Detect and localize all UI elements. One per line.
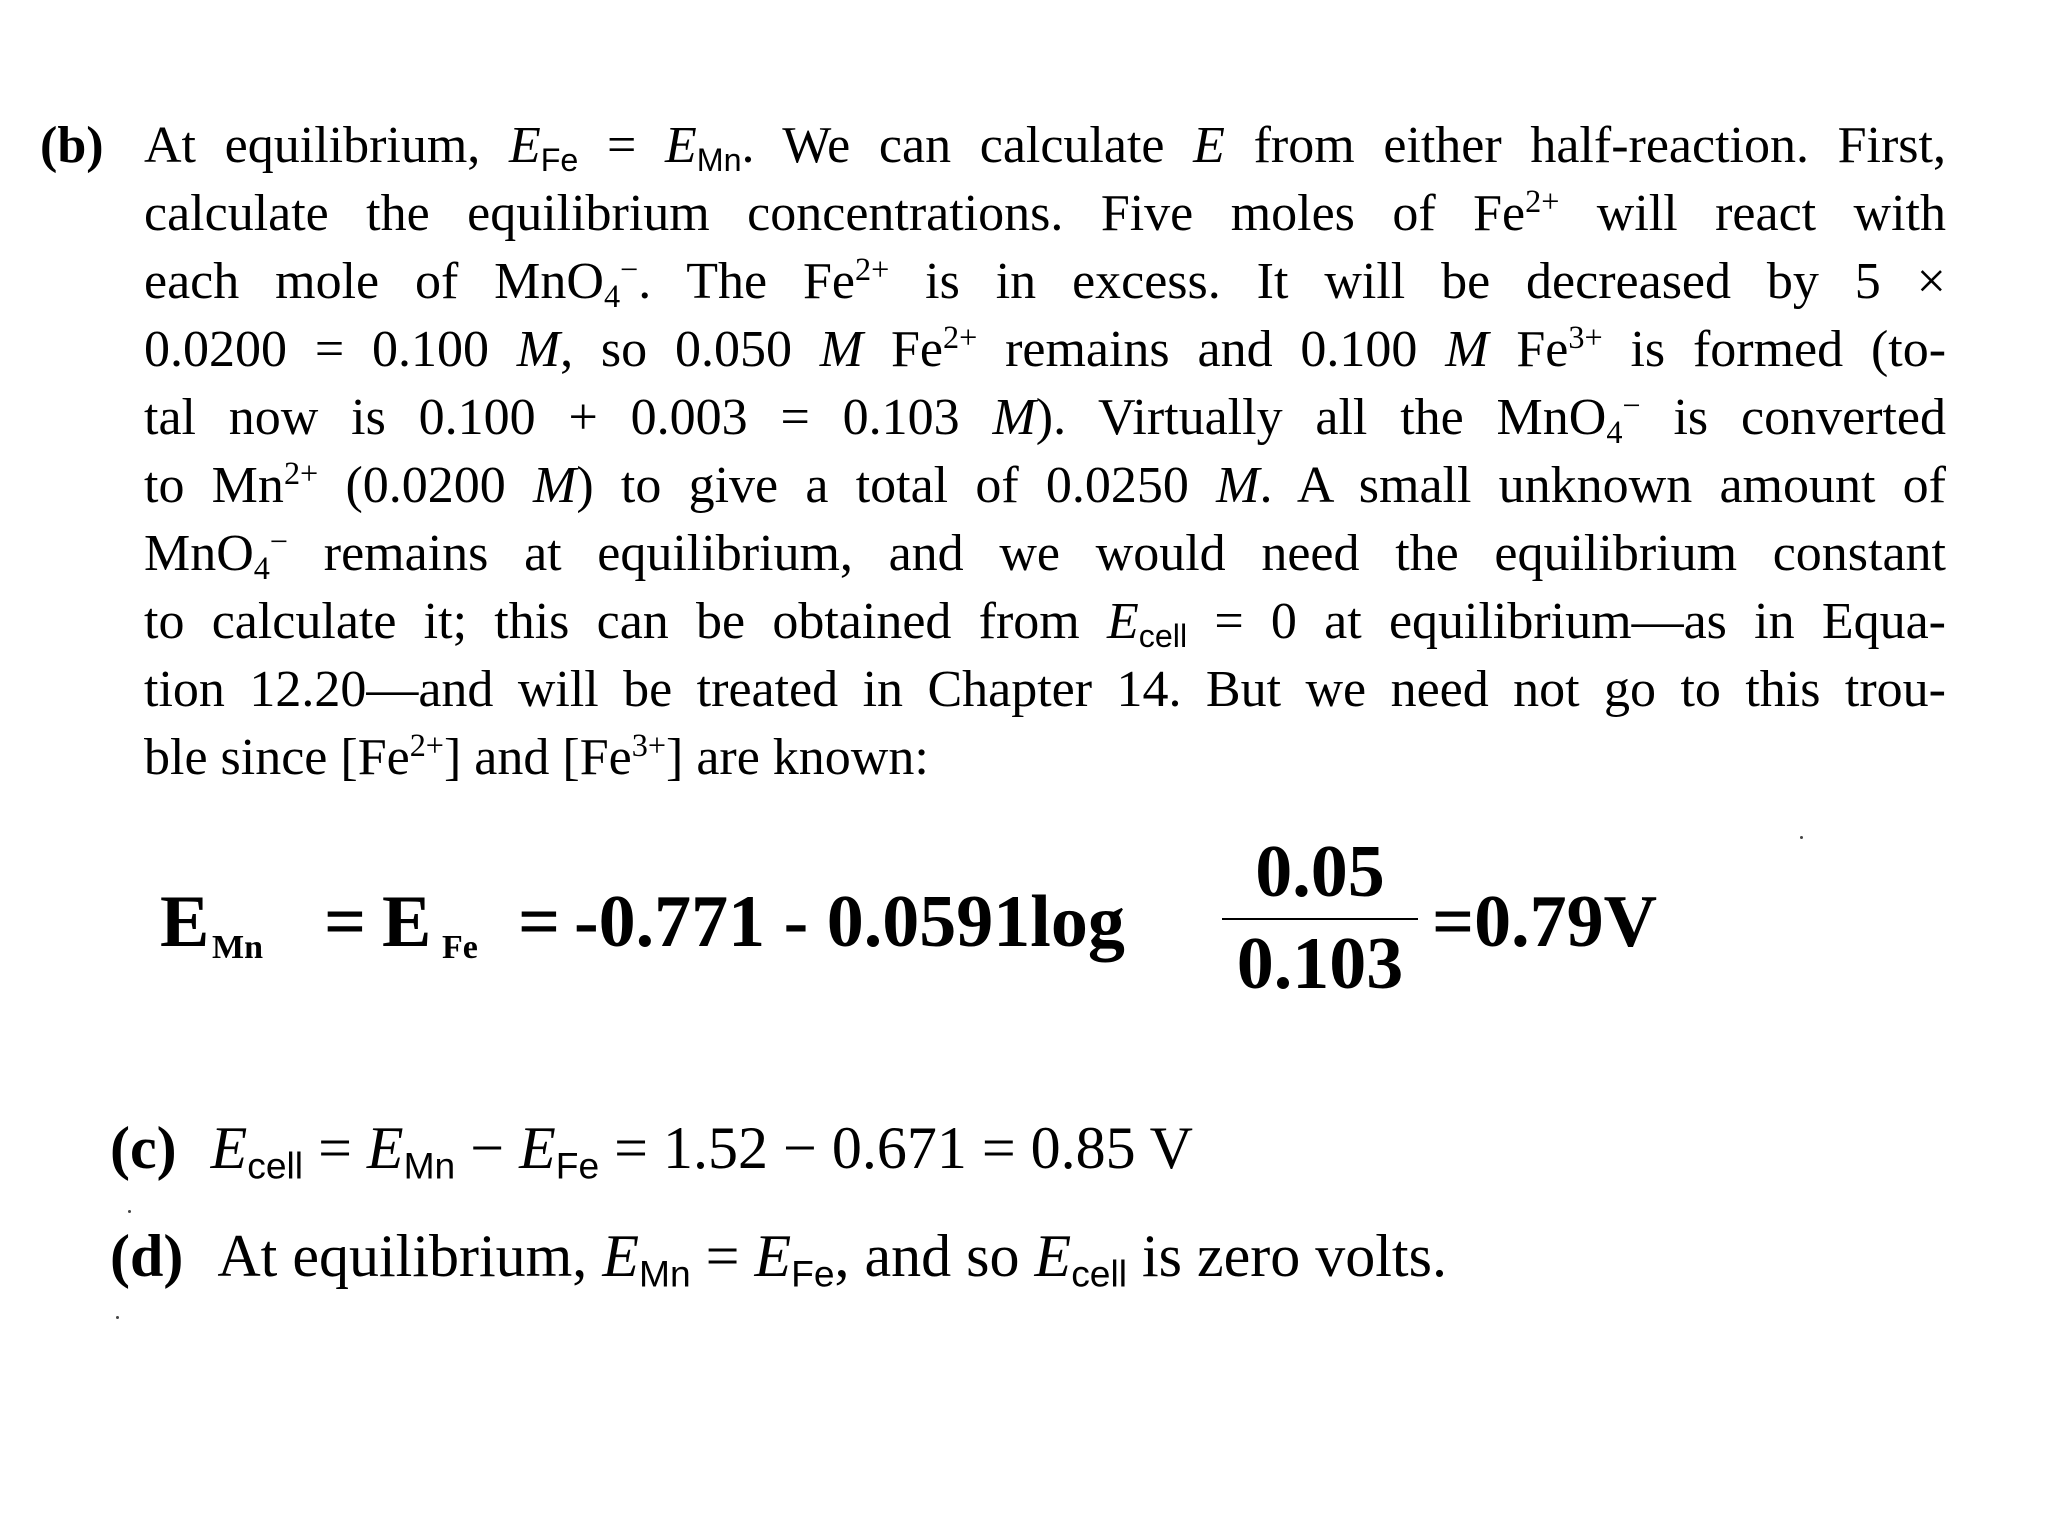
part-b-label: (b) bbox=[40, 117, 104, 174]
text-run: ] are known: bbox=[666, 729, 929, 786]
eq-lhs-sub: Mn bbox=[212, 929, 263, 966]
eq-lhs-symbol: E bbox=[160, 881, 210, 963]
subscript: cell bbox=[1138, 618, 1188, 655]
italic-symbol: M bbox=[992, 389, 1036, 446]
eq-denominator: 0.103 bbox=[1236, 923, 1404, 1005]
part-c-e-fe: E bbox=[519, 1115, 556, 1181]
text-run: tal now is 0.100 + 0.003 = 0.103 bbox=[144, 389, 993, 446]
text-run: ). Virtually all the MnO bbox=[1035, 389, 1607, 446]
text-run: is formed (to- bbox=[1602, 321, 1947, 378]
text-run: from either half-reaction. First, bbox=[1224, 117, 1946, 174]
italic-symbol: M bbox=[1445, 321, 1489, 378]
italic-symbol: E bbox=[1106, 593, 1139, 650]
italic-symbol: M bbox=[533, 457, 577, 514]
part-d-sub-cell: cell bbox=[1071, 1252, 1127, 1295]
part-b-line bbox=[144, 452, 1946, 520]
text-run: . A small unknown amount of bbox=[1259, 457, 1946, 514]
eq-mid-sub: Fe bbox=[442, 929, 478, 966]
text-run: 0.0200 = 0.100 bbox=[144, 321, 517, 378]
superscript: 2+ bbox=[854, 251, 890, 288]
subscript: 4 bbox=[253, 550, 270, 587]
eq-equals-1: = bbox=[324, 881, 367, 963]
part-b-line bbox=[144, 180, 1946, 248]
superscript: − bbox=[269, 523, 289, 560]
part-d-sub-fe: Fe bbox=[791, 1252, 835, 1295]
subscript: Mn bbox=[696, 142, 742, 179]
scan-speck bbox=[116, 1316, 119, 1319]
part-b-line bbox=[144, 112, 1946, 180]
text-run: ] and [Fe bbox=[443, 729, 632, 786]
eq-equals-2: = bbox=[518, 881, 561, 963]
superscript: 3+ bbox=[1568, 319, 1603, 356]
text-run: to Mn bbox=[144, 457, 284, 514]
part-c-label: (c) bbox=[110, 1115, 177, 1181]
eq-numerator: 0.05 bbox=[1255, 831, 1385, 913]
part-d-eq: = bbox=[690, 1223, 755, 1289]
part-c-e-mn: E bbox=[366, 1115, 404, 1181]
subscript: 4 bbox=[1606, 414, 1623, 451]
part-b-line bbox=[144, 656, 1946, 724]
part-d-text3: is zero volts. bbox=[1127, 1223, 1447, 1289]
text-run: . We can calculate bbox=[741, 117, 1194, 174]
part-c-rhs: = 1.52 − 0.671 = 0.85 V bbox=[599, 1115, 1193, 1181]
superscript: 2+ bbox=[409, 727, 444, 764]
text-run: . The Fe bbox=[638, 253, 855, 310]
text-run: is in excess. It will be decreased by 5 × bbox=[889, 253, 1946, 310]
part-b-line bbox=[144, 384, 1946, 452]
text-run: to calculate it; this can be obtained from bbox=[144, 593, 1107, 650]
part-c-sub-cell: cell bbox=[247, 1144, 304, 1187]
text-run: remains at equilibrium, and we would need the equilibrium constant bbox=[288, 525, 1946, 582]
eq-result: =0.79V bbox=[1432, 881, 1658, 963]
italic-symbol: E bbox=[1193, 117, 1225, 174]
part-b-line bbox=[144, 520, 1946, 588]
part-b-line bbox=[144, 724, 1946, 792]
part-d-e-cell: E bbox=[1034, 1223, 1072, 1289]
part-c bbox=[110, 1112, 1193, 1187]
italic-symbol: E bbox=[665, 117, 697, 174]
part-c-minus: − bbox=[455, 1115, 520, 1181]
subscript: 4 bbox=[603, 278, 621, 315]
part-b-line bbox=[144, 316, 1946, 384]
text-run: (0.0200 bbox=[318, 457, 534, 514]
part-b-line bbox=[144, 248, 1946, 316]
superscript: − bbox=[620, 251, 639, 288]
part-b bbox=[40, 112, 1970, 792]
part-b-line bbox=[144, 588, 1946, 656]
italic-symbol: M bbox=[819, 321, 864, 378]
part-c-sub-mn: Mn bbox=[403, 1144, 456, 1187]
scan-speck bbox=[1800, 836, 1803, 839]
superscript: 2+ bbox=[1525, 183, 1560, 220]
part-c-sub-fe: Fe bbox=[555, 1144, 600, 1187]
italic-symbol: E bbox=[508, 117, 541, 174]
part-d-sub-mn: Mn bbox=[638, 1252, 691, 1295]
text-run: MnO bbox=[144, 525, 254, 582]
text-run: ) to give a total of 0.0250 bbox=[576, 457, 1217, 514]
subscript: Fe bbox=[540, 142, 579, 179]
part-d-e-mn: E bbox=[602, 1223, 639, 1289]
text-run: Fe bbox=[1488, 321, 1569, 378]
text-run: will react with bbox=[1559, 185, 1946, 242]
eq-mid-symbol: E bbox=[382, 881, 432, 963]
part-b-paragraph bbox=[144, 112, 1946, 792]
superscript: − bbox=[1622, 387, 1641, 424]
text-run: remains and 0.100 bbox=[977, 321, 1446, 378]
part-c-eq: = bbox=[303, 1115, 367, 1181]
scan-speck bbox=[128, 1210, 131, 1213]
text-run: tion 12.20—and will be treated in Chapter 14. But we need not go to this trou- bbox=[144, 661, 1946, 718]
text-run: At equilibrium, bbox=[144, 117, 509, 174]
part-d bbox=[110, 1220, 1447, 1295]
text-run: is converted bbox=[1640, 389, 1946, 446]
superscript: 3+ bbox=[631, 727, 666, 764]
text-run: Fe bbox=[863, 321, 943, 378]
text-run: = bbox=[578, 117, 665, 174]
part-d-text1: At equilibrium, bbox=[217, 1223, 603, 1289]
superscript: 2+ bbox=[942, 319, 978, 356]
text-run: , so 0.050 bbox=[560, 321, 820, 378]
italic-symbol: M bbox=[1216, 457, 1260, 514]
italic-symbol: M bbox=[516, 321, 561, 378]
text-run: ble since [Fe bbox=[144, 729, 410, 786]
text-run: calculate the equilibrium concentrations. Five moles of Fe bbox=[144, 185, 1526, 242]
superscript: 2+ bbox=[283, 455, 319, 492]
eq-fraction-bar bbox=[1222, 918, 1418, 920]
part-c-e-cell: E bbox=[210, 1115, 248, 1181]
part-d-text2: , and so bbox=[834, 1223, 1035, 1289]
part-d-label: (d) bbox=[110, 1223, 184, 1289]
part-d-e-fe: E bbox=[754, 1223, 792, 1289]
eq-expression: -0.771 - 0.0591log bbox=[574, 881, 1125, 963]
text-run: = 0 at equilibrium—as in Equa- bbox=[1187, 593, 1946, 650]
text-run: each mole of MnO bbox=[144, 253, 604, 310]
